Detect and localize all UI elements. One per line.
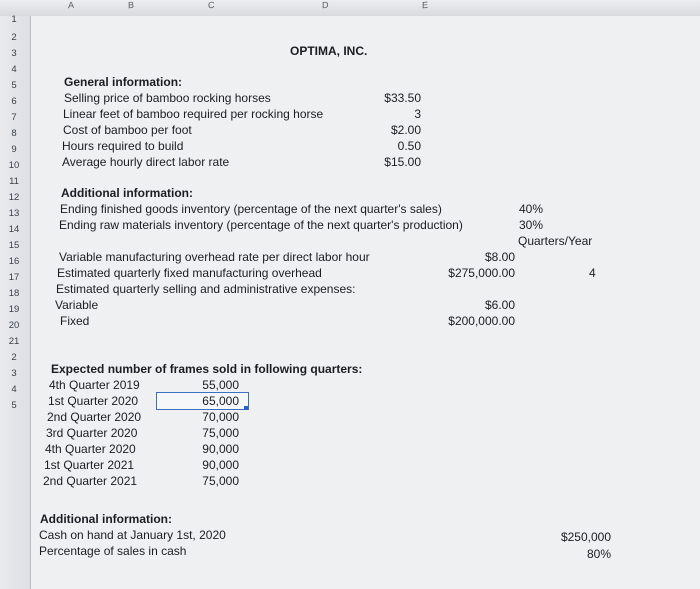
quarter-value[interactable]: 55,000 [202,378,239,392]
var-moh-label: Variable manufacturing overhead rate per direct labor hour [59,250,370,264]
row-header[interactable]: 9 [11,144,17,155]
row-header[interactable]: 3 [11,368,17,379]
labor-rate-value[interactable]: $15.00 [384,155,421,169]
row-header[interactable]: 7 [11,112,17,123]
expected-sales-heading: Expected number of frames sold in following quarters: [51,362,363,376]
additional-info-heading: Additional information: [61,186,193,200]
variable-sga-value[interactable]: $6.00 [484,298,515,312]
general-info-heading: General information: [64,75,183,89]
row-header[interactable]: 16 [8,256,20,267]
ending-rm-label: Ending raw materials inventory (percentage of the next quarter's production) [59,218,463,232]
quarter-label: 2nd Quarter 2020 [47,410,142,424]
quarters-per-year-label: Quarters/Year [518,234,593,248]
quarter-value[interactable]: 70,000 [202,410,239,424]
row-header[interactable]: 4 [11,384,17,395]
quarter-value[interactable]: 65,000 [202,394,239,408]
row-header[interactable]: 5 [11,400,17,411]
row-header[interactable]: 15 [8,240,20,251]
row-header[interactable]: 20 [8,320,20,331]
row-header[interactable]: 21 [8,336,20,347]
quarter-label: 1st Quarter 2020 [48,394,139,408]
row-header[interactable]: 4 [11,64,17,75]
bamboo-cost-value[interactable]: $2.00 [390,123,421,137]
bamboo-cost-label: Cost of bamboo per foot [63,123,192,137]
quarter-value[interactable]: 75,000 [202,474,239,488]
linear-feet-label: Linear feet of bamboo required per rocking horse [63,107,324,121]
row-header-column [0,16,31,589]
ending-fg-value[interactable]: 40% [519,202,544,216]
fixed-sga-value[interactable]: $200,000.00 [448,314,515,328]
cash-on-hand-label: Cash on hand at January 1st, 2020 [39,528,226,542]
row-header[interactable]: 12 [8,192,20,203]
quarter-value[interactable]: 90,000 [202,458,239,472]
sales-in-cash-label: Percentage of sales in cash [39,544,187,558]
fixed-sga-label: Fixed [60,314,90,328]
row-header[interactable]: 3 [11,48,17,59]
variable-sga-label: Variable [55,298,99,312]
column-header-b[interactable]: B [128,0,135,11]
ending-fg-label: Ending finished goods inventory (percentage of the next quarter's sales) [60,202,442,216]
row-header[interactable]: 13 [8,208,20,219]
quarter-value[interactable]: 75,000 [202,426,239,440]
labor-rate-label: Average hourly direct labor rate [62,155,230,169]
column-header-c[interactable]: C [208,0,215,11]
var-moh-value[interactable]: $8.00 [484,250,515,264]
row-header[interactable]: 10 [8,160,20,171]
column-header-d[interactable]: D [322,0,329,11]
column-header-a[interactable]: A [68,0,75,11]
row-header[interactable]: 5 [11,80,17,91]
column-header-bar [0,0,700,17]
row-header[interactable]: 8 [11,128,17,139]
quarter-label: 4th Quarter 2020 [45,442,136,456]
row-header[interactable]: 11 [9,176,19,187]
sga-label: Estimated quarterly selling and administrative expenses: [56,282,356,296]
quarters-per-year-value[interactable]: 4 [589,266,596,280]
linear-feet-value[interactable]: 3 [414,107,421,121]
fixed-moh-value[interactable]: $275,000.00 [448,266,515,280]
quarter-label: 2nd Quarter 2021 [43,474,138,488]
selling-price-value[interactable]: $33.50 [384,91,421,105]
hours-value[interactable]: 0.50 [397,139,421,153]
row-header[interactable]: 18 [8,288,20,299]
fill-handle[interactable] [244,406,248,410]
cash-info-heading: Additional information: [40,512,172,526]
sales-in-cash-value[interactable]: 80% [586,547,611,561]
row-header[interactable]: 2 [11,32,17,43]
row-header[interactable]: 14 [8,224,20,235]
quarter-label: 1st Quarter 2021 [44,458,135,472]
row-header[interactable]: 2 [11,352,17,363]
cash-on-hand-value[interactable]: $250,000 [560,530,611,544]
sheet-title: OPTIMA, INC. [290,44,368,58]
quarter-value[interactable]: 90,000 [202,442,239,456]
row-header[interactable]: 19 [8,304,20,315]
fixed-moh-label: Estimated quarterly fixed manufacturing overhead [57,266,322,280]
spreadsheet-grid[interactable] [31,16,700,589]
row-header[interactable]: 17 [8,272,20,283]
row-header[interactable]: 6 [11,96,17,107]
row-header[interactable]: 1 [11,14,17,25]
quarter-label: 3rd Quarter 2020 [46,426,138,440]
quarter-label: 4th Quarter 2019 [49,378,140,392]
hours-label: Hours required to build [62,139,184,153]
selling-price-label: Selling price of bamboo rocking horses [64,91,271,105]
column-header-e[interactable]: E [422,0,429,11]
ending-rm-value[interactable]: 30% [519,218,544,232]
